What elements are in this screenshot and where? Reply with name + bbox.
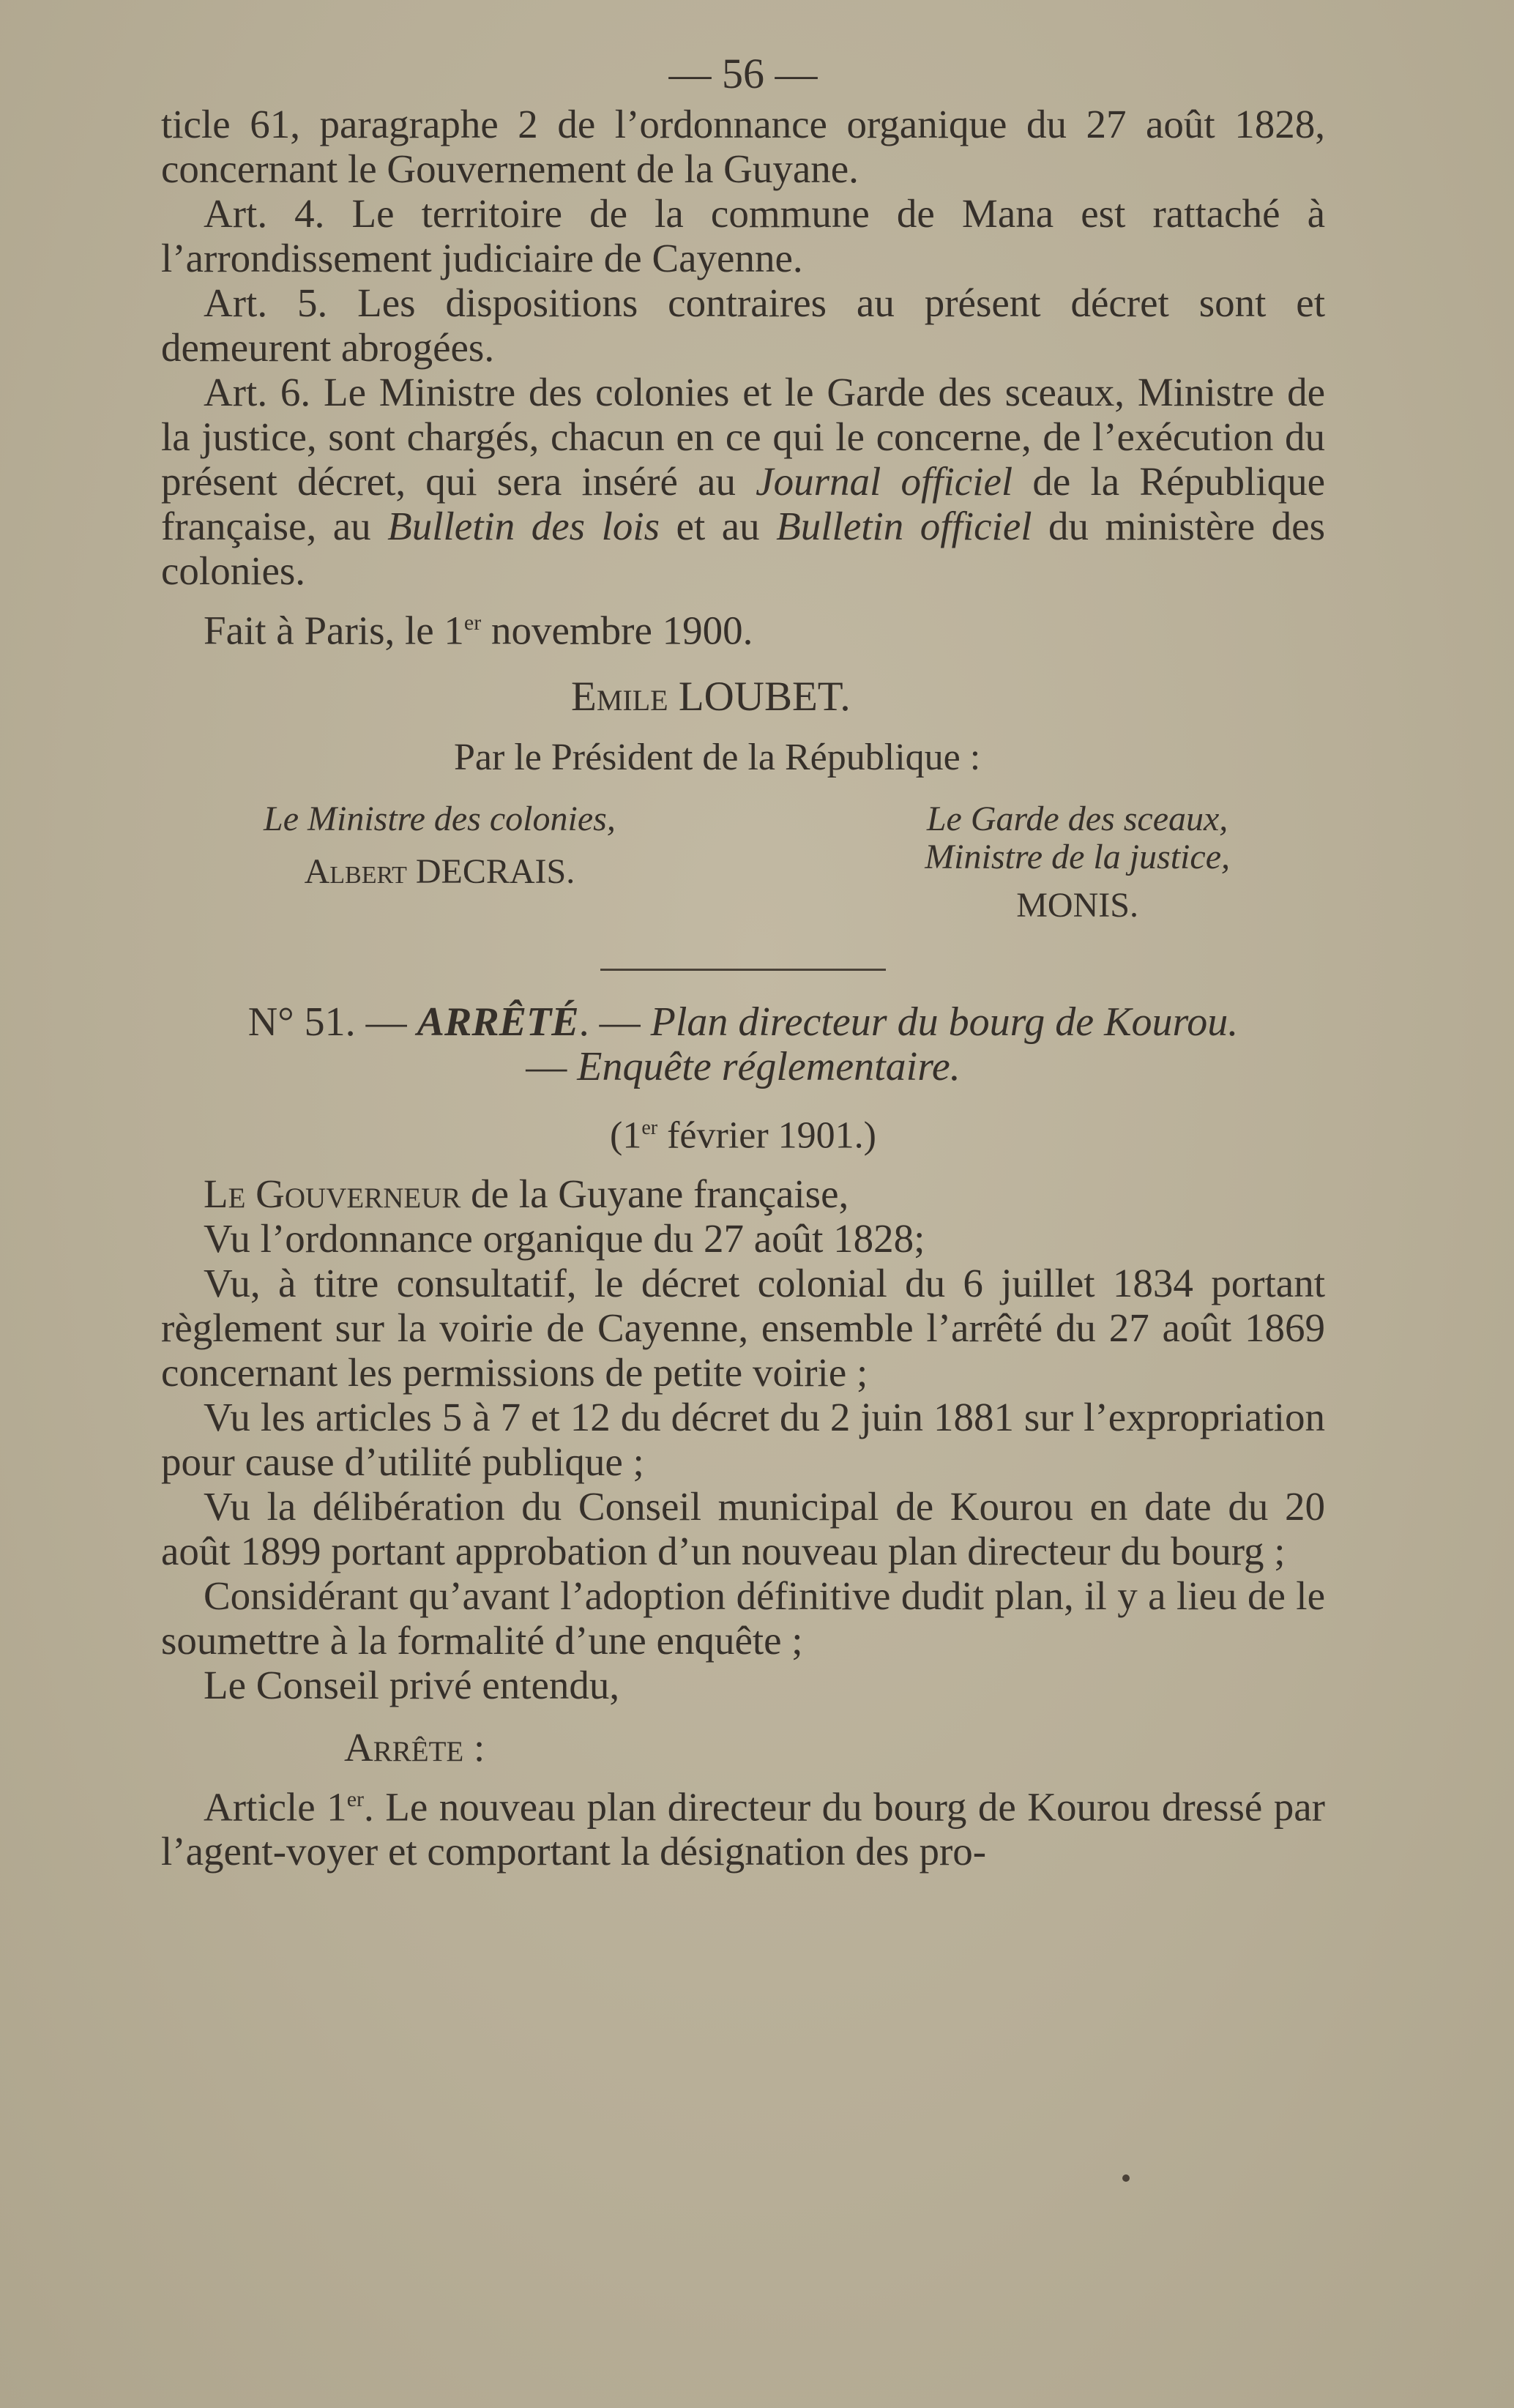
arrete-date-superscript: er xyxy=(641,1117,658,1140)
paragraph-fait-a-paris xyxy=(161,600,1325,652)
art6-text-b: de la République française, au xyxy=(161,459,1325,548)
paragraph-art-5: Art. 5. Les dispositions contraires au présent décret sont et demeurent abrogées. xyxy=(161,280,1325,370)
vu-deliberation: Vu la délibération du Conseil municipal de Kourou en date du 20 août 1899 portant approbation d’un nouveau plan directeur du bourg ; xyxy=(161,1483,1325,1573)
arrete-number: N° 51. — xyxy=(247,999,417,1045)
justice-minister-title-1: Le Garde des sceaux, xyxy=(926,799,1228,839)
bulletin-des-lois-title: Bulletin des lois xyxy=(387,504,660,548)
paragraph-art-6 xyxy=(161,370,1325,593)
art6-text-d: du ministère des colonies. xyxy=(161,504,1325,593)
fait-text-a: Fait à Paris, le 1 xyxy=(204,608,464,653)
art6-text-a: Art. 6. Le Ministre des colonies et le Garde des sceaux, Ministre de la justice, sont chargés, chacun en ce qui le concerne, de l’exécution du présent décret, qui sera inséré au xyxy=(161,370,1325,504)
by-president-line: Par le Président de la République : xyxy=(454,737,981,779)
page-number: — 56 — xyxy=(668,50,818,97)
governor-rest: de la Guyane française, xyxy=(460,1171,849,1216)
colonies-minister-signature xyxy=(264,800,616,925)
page-content xyxy=(161,51,1325,1874)
conseil-prive: Le Conseil privé entendu, xyxy=(204,1662,620,1707)
arrete-subtitle xyxy=(161,1045,1325,1089)
arrete-title-1: Plan directeur du bourg de Kourou. xyxy=(650,999,1239,1045)
president-last-name: LOUBET. xyxy=(668,674,851,720)
article-1-superscript: er xyxy=(346,1786,364,1811)
considerant: Considérant qu’avant l’adoption définitive dudit plan, il y a lieu de le soumettre à la formalité d’une enquête ; xyxy=(161,1573,1325,1663)
arrete-kind: ARRÊTÉ xyxy=(417,999,579,1045)
article-1 xyxy=(161,1777,1325,1874)
fait-superscript: er xyxy=(463,611,482,635)
colonies-minister-title: Le Ministre des colonies, xyxy=(264,799,616,839)
section-divider xyxy=(600,969,886,971)
arrete-date xyxy=(161,1106,1325,1158)
arrete-separator: . — xyxy=(578,999,651,1045)
bulletin-officiel-title: Bulletin officiel xyxy=(776,504,1032,548)
arrete-title-2: Enquête réglementaire. xyxy=(577,1044,961,1090)
justice-minister-name: MONIS. xyxy=(1016,886,1138,925)
arrete-heading xyxy=(161,1000,1325,1045)
governor-line xyxy=(161,1171,1325,1216)
arrete-keyword: Arrête : xyxy=(344,1724,485,1770)
justice-minister-title-2: Ministre de la justice, xyxy=(925,838,1230,877)
justice-minister-signature xyxy=(925,800,1230,925)
vu-articles-expropriation: Vu les articles 5 à 7 et 12 du décret du 2 juin 1881 sur l’expropriation pour cause d’utilité publique ; xyxy=(161,1394,1325,1484)
article-1-label: Article 1 xyxy=(204,1783,347,1829)
journal-officiel-title: Journal officiel xyxy=(756,459,1013,504)
vu-ordonnance: Vu l’ordonnance organique du 27 août 1828; xyxy=(204,1215,925,1261)
vu-decret-colonial: Vu, à titre consultatif, le décret colonial du 6 juillet 1834 portant règlement sur la voirie de Cayenne, ensemble l’arrêté du 27 août 1869 concernant les permissions de petite voirie ; xyxy=(161,1260,1325,1395)
colonies-minister-first-name: Albert xyxy=(304,852,407,892)
colonies-minister-last-name: DECRAIS. xyxy=(406,852,575,892)
president-first-name: Emile xyxy=(571,674,668,720)
arrete-date-b: février 1901.) xyxy=(657,1114,876,1157)
paragraph-article-continuation: ticle 61, paragraphe 2 de l’ordonnance organique du 27 août 1828, concernant le Gouvernement de la Guyane. xyxy=(161,102,1325,191)
art6-text-c: et au xyxy=(660,504,777,548)
minister-signatures xyxy=(161,800,1325,925)
arrete-subtitle-dash: — xyxy=(526,1044,578,1090)
governor-title: Le Gouverneur xyxy=(204,1171,461,1216)
paragraph-art-4: Art. 4. Le territoire de la commune de Mana est rattaché à l’arrondissement judiciaire de Cayenne. xyxy=(161,191,1325,280)
colonies-minister-name xyxy=(264,853,616,891)
article-1-text: . Le nouveau plan directeur du bourg de Kourou dressé par l’agent-voyer et comportant la désignation des pro- xyxy=(161,1783,1325,1874)
fait-text-b: novembre 1900. xyxy=(481,608,753,653)
ink-speck xyxy=(1122,2174,1130,2182)
president-signature xyxy=(571,674,1325,719)
arrete-date-a: (1 xyxy=(610,1114,642,1157)
